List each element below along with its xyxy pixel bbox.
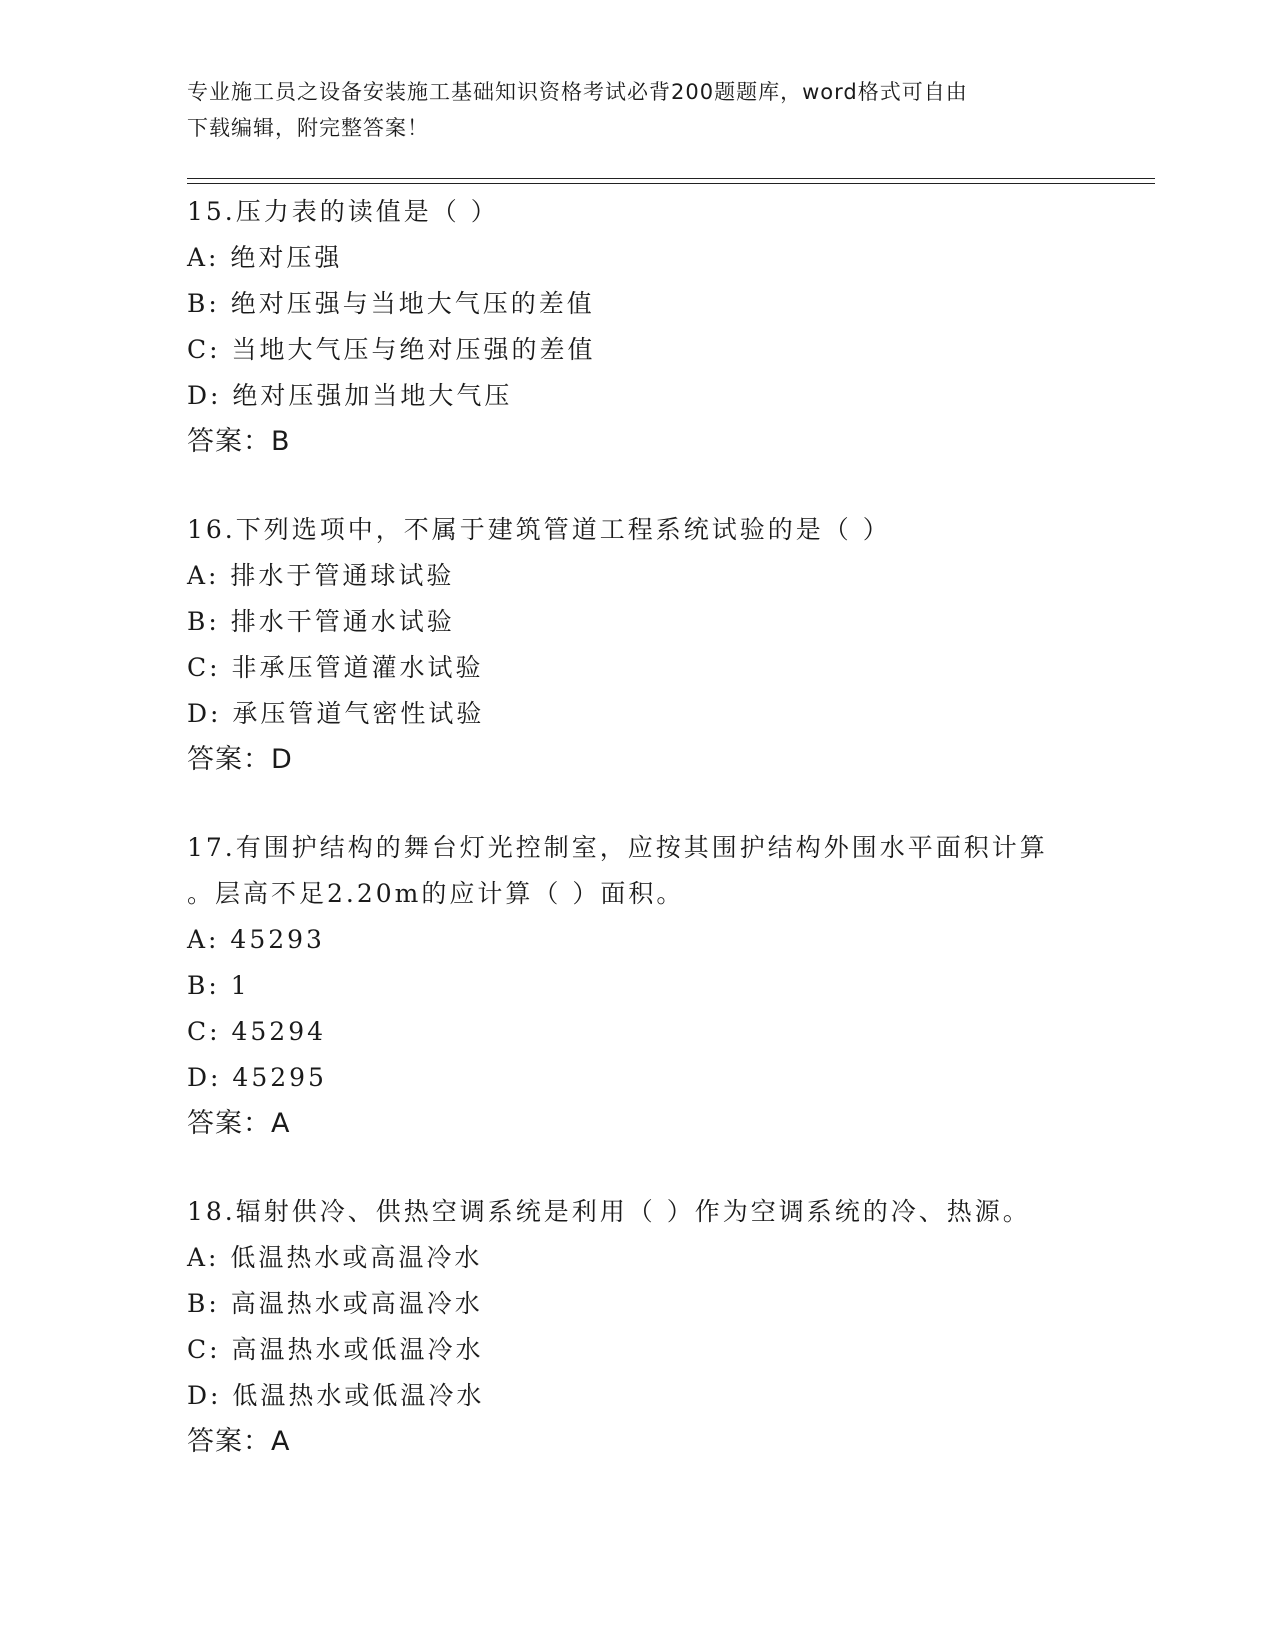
answer-label: 答案：A [187,1426,291,1457]
question-18 [187,1189,1155,1465]
option-c: C: 当地大气压与绝对压强的差值 [187,335,596,364]
option-a: A: 45293 [187,925,325,954]
question-stem: 15.压力表的读值是（ ） [187,197,499,226]
option-c: C: 高温热水或低温冷水 [187,1335,484,1364]
option-c: C: 非承压管道灌水试验 [187,653,484,682]
answer-label: 答案：B [187,426,291,457]
question-stem: 18.辐射供冷、供热空调系统是利用（ ）作为空调系统的冷、热源。 [187,1197,1031,1226]
answer-label: 答案：D [187,744,293,775]
option-d: D: 绝对压强加当地大气压 [187,381,513,410]
option-a: A: 排水于管通球试验 [187,561,455,590]
header-line-1: 专业施工员之设备安装施工基础知识资格考试必背200题题库，word格式可自由 [187,80,968,104]
option-a: A: 绝对压强 [187,243,343,272]
header-line-2: 下载编辑，附完整答案！ [187,116,429,140]
option-c: C: 45294 [187,1017,327,1046]
answer-label: 答案：A [187,1108,291,1139]
option-b: B: 排水干管通水试验 [187,607,455,636]
document-header [187,74,1087,146]
question-16 [187,507,1155,783]
option-b: B: 1 [187,971,250,1000]
question-stem: 17.有围护结构的舞台灯光控制室，应按其围护结构外围水平面积计算 [187,833,1048,862]
question-15 [187,189,1155,465]
option-d: D: 45295 [187,1063,327,1092]
question-stem: 16.下列选项中，不属于建筑管道工程系统试验的是（ ） [187,515,891,544]
question-list [187,189,1155,1507]
option-b: B: 高温热水或高温冷水 [187,1289,483,1318]
header-divider-bottom [187,183,1155,184]
option-a: A: 低温热水或高温冷水 [187,1243,483,1272]
option-b: B: 绝对压强与当地大气压的差值 [187,289,595,318]
question-stem-continued: 。层高不足2.20m的应计算（ ）面积。 [187,879,685,908]
option-d: D: 低温热水或低温冷水 [187,1381,485,1410]
option-d: D: 承压管道气密性试验 [187,699,485,728]
header-divider-top [187,178,1155,179]
question-17 [187,825,1155,1147]
